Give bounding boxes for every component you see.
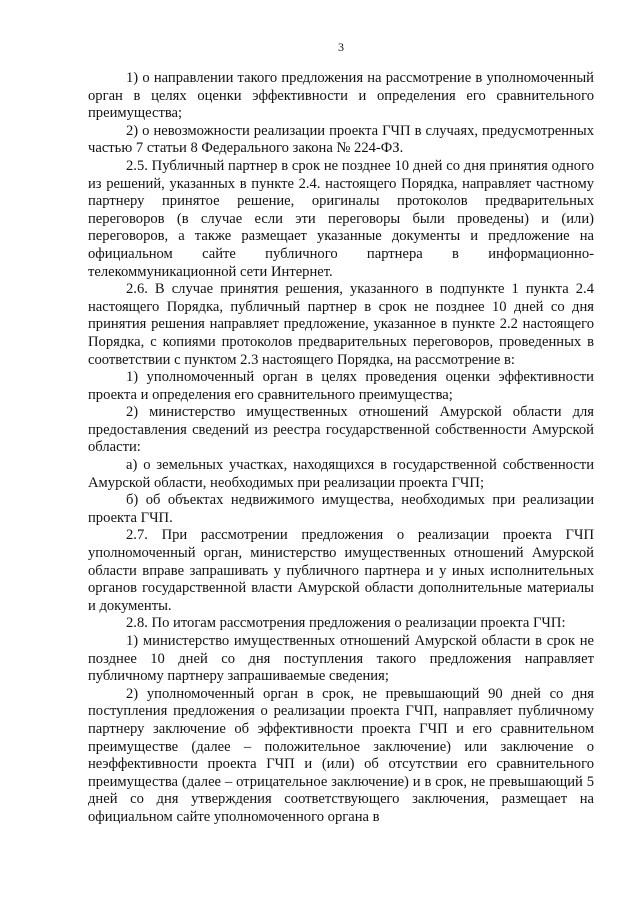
paragraph-clause-2-8-item-2: 2) уполномоченный орган в срок, не превышающий 90 дней со дня поступления предложения о реализации проекта ГЧП, направляет публичному партнеру заключение об эффективности проекта ГЧП и его сравнительном преимуществе (далее – положительное заключение) или заключение о неэффективности проекта ГЧП и (или) об отсутствии его сравнительного преимущества (далее – отрицательное заключение) и в срок, не превышающий 5 дней со дня утверждения соответствующего заключения, размещает на официальном сайте уполномоченного органа в (88, 685, 594, 825)
paragraph-decision-option-2: 2) о невозможности реализации проекта ГЧП в случаях, предусмотренных частью 7 статьи 8 Федерального закона № 224-ФЗ. (88, 122, 594, 157)
paragraph-clause-2-6-item-a: а) о земельных участках, находящихся в государственной собственности Амурской области, необходимых при реализации проекта ГЧП; (88, 457, 594, 491)
page-number: 3 (338, 40, 344, 54)
paragraph-decision-option-1: 1) о направлении такого предложения на рассмотрение в уполномоченный орган в целях оценки эффективности и определения его сравнительного преимущества; (88, 70, 594, 122)
paragraph-clause-2-6: 2.6. В случае принятия решения, указанного в подпункте 1 пункта 2.4 настоящего Порядка, публичный партнер в срок не позднее 10 дней со дня принятия решения направляет предложение, указанное в пункте 2.2 настоящего Порядка, с копиями протоколов предварительных переговоров, проведенных в соответствии с пунктом 2.3 настоящего Порядка, на рассмотрение в: (88, 281, 594, 368)
paragraph-clause-2-8-item-1: 1) министерство имущественных отношений Амурской области в срок не позднее 10 дней со дня поступления такого предложения направляет публичному партнеру запрашиваемые сведения; (88, 633, 594, 685)
paragraph-clause-2-6-item-1: 1) уполномоченный орган в целях проведения оценки эффективности проекта и определения его сравнительного преимущества; (88, 369, 594, 403)
paragraph-clause-2-8: 2.8. По итогам рассмотрения предложения о реализации проекта ГЧП: (126, 615, 566, 632)
paragraph-clause-2-6-item-2: 2) министерство имущественных отношений Амурской области для предоставления сведений из реестра государственной собственности Амурской области: (88, 404, 594, 456)
paragraph-clause-2-6-item-b: б) об объектах недвижимого имущества, необходимых при реализации проекта ГЧП. (88, 492, 594, 526)
paragraph-clause-2-5: 2.5. Публичный партнер в срок не позднее 10 дней со дня принятия одного из решений, указанных в пункте 2.4. настоящего Порядка, направляет частному партнеру принятое решение, оригиналы протоколов предварительных переговоров (в случае если эти переговоры были проведены) и (или) переговоров, а также размещает указанные документы и предложение на официальном сайте публичного партнера в информационно-телекоммуникационной сети Интернет. (88, 157, 594, 280)
paragraph-clause-2-7: 2.7. При рассмотрении предложения о реализации проекта ГЧП уполномоченный орган, министерство имущественных отношений Амурской области вправе запрашивать у публичного партнера и у иных исполнительных органов государственной власти Амурской области дополнительные материалы и документы. (88, 527, 594, 614)
document-page (88, 40, 594, 827)
